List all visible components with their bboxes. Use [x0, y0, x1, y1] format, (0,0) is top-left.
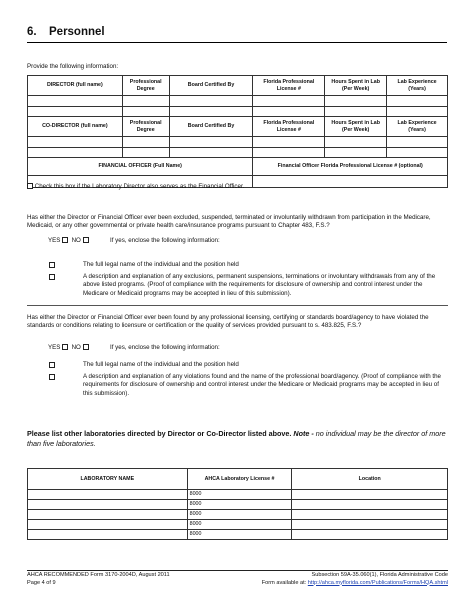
director-hours-header: Hours Spent in Lab (Per Week) — [325, 76, 387, 96]
codirector-name-field[interactable] — [28, 137, 123, 148]
financial-officer-header-row — [28, 158, 448, 176]
table-row — [28, 510, 448, 520]
codirector-board-field[interactable] — [169, 137, 253, 148]
director-is-fo-row — [27, 183, 244, 191]
lab-name-field[interactable] — [28, 500, 188, 510]
question1-text: Has either the Director or Financial Officer ever been excluded, suspended, terminated or involuntarily withdrawn from participation in the Medicare, Medicaid, or any other governmental or private health care/insurance programs pursuant to Chapter 483, F.S.? — [27, 214, 431, 230]
financial-officer-license-field[interactable] — [253, 176, 448, 188]
director-license-field[interactable] — [253, 96, 325, 107]
director-experience-field-2[interactable] — [387, 107, 448, 117]
question1-item1-checkbox[interactable] — [49, 262, 55, 268]
director-header-row — [28, 76, 448, 96]
lab-license-field[interactable]: 8000 — [187, 490, 292, 500]
question2-yes-label: YES — [48, 344, 61, 351]
lab-location-field[interactable] — [292, 490, 448, 500]
lab-name-field[interactable] — [28, 530, 188, 540]
table-row — [28, 520, 448, 530]
question2-no-checkbox[interactable] — [83, 344, 89, 350]
codirector-hours-header: Hours Spent in Lab (Per Week) — [325, 117, 387, 137]
director-experience-header: Lab Experience (Years) — [387, 76, 448, 96]
codirector-board-field-2[interactable] — [169, 148, 253, 158]
section-header — [27, 26, 447, 43]
question1-no-label: NO — [71, 237, 81, 244]
question1-item2-text: A description and explanation of any exclusions, permanent suspensions, terminations or involuntary withdrawals from any of the above listed programs. (Proof of compliance with the requirements for disclosure of ownership and control interest under the Medicare or Medicaid programs may be accepted in lieu of this submission). — [83, 273, 436, 297]
question2-item2-checkbox[interactable] — [49, 374, 55, 380]
question1-yes-checkbox[interactable] — [62, 237, 68, 243]
lab-name-header: LABORATORY NAME — [28, 469, 188, 490]
codirector-name-field-2[interactable] — [28, 148, 123, 158]
footer-form-id: AHCA RECOMMENDED Form 3170-2004D, August 2011 — [27, 572, 170, 578]
codirector-hours-field-2[interactable] — [325, 148, 387, 158]
codirector-degree-field-2[interactable] — [122, 148, 169, 158]
labs-header-row — [28, 469, 448, 490]
codirector-header-row — [28, 117, 448, 137]
footer-available-label: Form available at: — [261, 579, 307, 586]
question1-no-checkbox[interactable] — [83, 237, 89, 243]
footer-subsection: Subsection 59A-35.060(1), Florida Administrative Code — [311, 572, 448, 578]
section-title: Personnel — [49, 26, 105, 38]
labs-table — [27, 468, 448, 540]
director-board-field-2[interactable] — [169, 107, 253, 117]
question2-instruction: If yes, enclose the following information: — [110, 344, 220, 351]
codirector-experience-field[interactable] — [387, 137, 448, 148]
footer-page-number: Page 4 of 9 — [27, 579, 56, 586]
director-board-field[interactable] — [169, 96, 253, 107]
director-input-row-2 — [28, 107, 448, 117]
question2-text: Has either the Director or Financial Officer ever been found by any professional licensing, certifying or standards board/agency to have violated the standards or conditions relating to licensure or certification or the quality of services provided pursuant to s. 483.825, F.S.? — [27, 314, 429, 330]
footer-divider — [27, 570, 448, 571]
lab-name-field[interactable] — [28, 490, 188, 500]
lab-name-field[interactable] — [28, 520, 188, 530]
director-hours-field-2[interactable] — [325, 107, 387, 117]
lab-location-field[interactable] — [292, 520, 448, 530]
section-number: 6. — [27, 26, 37, 38]
footer-left — [27, 572, 170, 587]
director-degree-header: Professional Degree — [122, 76, 169, 96]
lab-location-header: Location — [292, 469, 448, 490]
table-row — [28, 500, 448, 510]
director-input-row-1 — [28, 96, 448, 107]
question1-instruction: If yes, enclose the following information: — [110, 237, 220, 244]
director-license-field-2[interactable] — [253, 107, 325, 117]
codirector-input-row-2 — [28, 148, 448, 158]
intro-text: Provide the following information: — [27, 63, 119, 70]
codirector-license-header: Florida Professional License # — [253, 117, 325, 137]
question2-no-label: NO — [71, 344, 81, 351]
question2-item1-text: The full legal name of the individual and the position held — [83, 361, 239, 368]
question1-answer-row — [48, 237, 89, 245]
codirector-degree-header: Professional Degree — [122, 117, 169, 137]
financial-officer-license-header: Financial Officer Florida Professional License # (optional) — [253, 158, 448, 176]
question1-item1-text: The full legal name of the individual and the position held — [83, 261, 239, 268]
footer-right — [262, 572, 448, 587]
table-row — [28, 530, 448, 540]
lab-license-header: AHCA Laboratory License # — [187, 469, 292, 490]
director-is-fo-label: Check this box if the Laboratory Director also serves as the Financial Officer. — [34, 183, 245, 190]
question1-yes-label: YES — [48, 237, 61, 244]
lab-name-field[interactable] — [28, 510, 188, 520]
codirector-degree-field[interactable] — [122, 137, 169, 148]
director-name-field-2[interactable] — [28, 107, 123, 117]
director-license-header: Florida Professional License # — [253, 76, 325, 96]
codirector-license-field[interactable] — [253, 137, 325, 148]
question1-item2-checkbox[interactable] — [49, 274, 55, 280]
director-experience-field[interactable] — [387, 96, 448, 107]
director-name-field[interactable] — [28, 96, 123, 107]
question2-yes-checkbox[interactable] — [62, 344, 68, 350]
section-divider — [27, 305, 448, 306]
director-degree-field[interactable] — [122, 96, 169, 107]
codirector-board-header: Board Certified By — [169, 117, 253, 137]
question2-item1-checkbox[interactable] — [49, 362, 55, 368]
question2-item2-text: A description and explanation of any violations found and the name of the professional board/agency. (Proof of compliance with the requirements for disclosure of ownership and control interest under the Medicare or Medicaid programs may be accepted in lieu of this submission). — [83, 373, 441, 397]
lab-location-field[interactable] — [292, 530, 448, 540]
lab-location-field[interactable] — [292, 500, 448, 510]
labs-note — [27, 429, 447, 450]
footer-form-link[interactable]: http://ahca.myflorida.com/Publications/Forms/HQA.shtml — [307, 579, 448, 586]
codirector-name-header: CO-DIRECTOR (full name) — [28, 117, 123, 137]
question2-answer-row — [48, 344, 89, 352]
codirector-input-row-1 — [28, 137, 448, 148]
director-hours-field[interactable] — [325, 96, 387, 107]
labs-note-text: no individual may be the director of more than five laboratories. — [27, 429, 446, 449]
codirector-license-field-2[interactable] — [253, 148, 325, 158]
codirector-experience-field-2[interactable] — [387, 148, 448, 158]
director-is-fo-checkbox[interactable] — [27, 183, 33, 189]
lab-license-field[interactable]: 8000 — [187, 520, 292, 530]
labs-note-main: Please list other laboratories directed by Director or Co-Director listed above. — [27, 429, 292, 438]
personnel-table — [27, 75, 448, 188]
labs-note-label: Note - — [293, 429, 314, 438]
lab-location-field[interactable] — [292, 510, 448, 520]
director-name-header: DIRECTOR (full name) — [28, 76, 123, 96]
lab-license-field[interactable]: 8000 — [187, 510, 292, 520]
director-board-header: Board Certified By — [169, 76, 253, 96]
codirector-experience-header: Lab Experience (Years) — [387, 117, 448, 137]
codirector-hours-field[interactable] — [325, 137, 387, 148]
lab-license-field[interactable]: 8000 — [187, 500, 292, 510]
director-degree-field-2[interactable] — [122, 107, 169, 117]
footer-form-availability — [262, 580, 448, 588]
table-row — [28, 490, 448, 500]
lab-license-field[interactable]: 8000 — [187, 530, 292, 540]
financial-officer-name-header: FINANCIAL OFFICER (Full Name) — [28, 158, 253, 176]
